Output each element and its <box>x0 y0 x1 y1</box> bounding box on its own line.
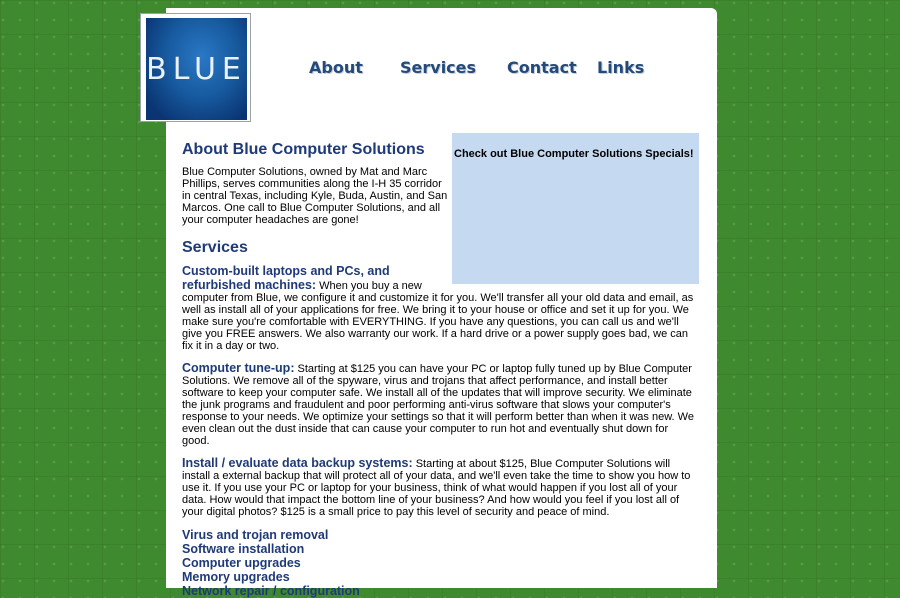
extra-service-item: Computer upgrades <box>182 556 301 570</box>
service-text: Starting at about $125, Blue Computer Solutions will install a external backup that will protect all of your data, and we'll even take the time to show you how to use it. If you use your PC or laptop for your business, think of what would happen if you lost all of your data. How would that impact the bottom line of your business? And how would you feel if you lost all of your digital photos? $125 is a small price to pay this level of security and peace of mind. <box>182 458 691 518</box>
service-tune-up <box>182 362 698 447</box>
extra-service-item: Memory upgrades <box>182 570 290 584</box>
main-nav <box>0 58 900 78</box>
about-title: About Blue Computer Solutions <box>182 141 425 158</box>
services-title: Services <box>182 239 248 256</box>
extra-service-item: Network repair / configuration <box>182 584 360 598</box>
service-text: When you buy a new computer from Blue, we configure it and customize it for you. We'll transfer all your old data and email, as well as install all of your applications for free. We bring it to your house or office and set it up for you. We make sure you're comfortable with EVERYTHING. If you have any questions, you can call us and we'll give you FREE answers. We also warranty our work. If a hard drive or a power supply goes bad, we can fix it in a day or two. <box>182 280 694 352</box>
specials-message: Check out Blue Computer Solutions Specials! <box>454 148 694 160</box>
service-backup <box>182 457 698 518</box>
service-lead: Computer tune-up: <box>182 361 295 375</box>
specials-spacer <box>448 140 698 280</box>
extra-services-list <box>182 528 698 598</box>
service-text: Starting at $125 you can have your PC or laptop fully tuned up by Blue Computer Solutions. We remove all of the spyware, virus and trojans that affect performance, and install better software to keep your computer safe. We install all of the updates that will improve security. We eliminate the junk programs and fraudulent and poor performing anti-virus software that slows your computer's response to your needs. We optimize your settings so that it will perform better than when it was new. We even clean out the dust inside that can cause your computer to run hot and eventually shut down for good. <box>182 363 694 447</box>
extra-service-item: Virus and trojan removal <box>182 528 329 542</box>
nav-services-link[interactable]: Services <box>400 58 477 77</box>
main-content <box>182 140 698 598</box>
logo-text: BLUE <box>146 52 247 87</box>
extra-service-item: Software installation <box>182 542 305 556</box>
nav-contact-link[interactable]: Contact <box>507 58 577 77</box>
service-lead: Custom-built laptops and PCs, and refurbished machines: <box>182 264 390 292</box>
service-lead: Install / evaluate data backup systems: <box>182 456 413 470</box>
nav-about-link[interactable]: About <box>309 58 363 77</box>
about-body: Blue Computer Solutions, owned by Mat and Marc Phillips, serves communities along the I-H 35 corridor in central Texas, including Kyle, Buda, Austin, and San Marcos. One call to Blue Computer Solutions, and all your computer headaches are gone! <box>182 166 448 226</box>
nav-links-link[interactable]: Links <box>597 58 645 77</box>
